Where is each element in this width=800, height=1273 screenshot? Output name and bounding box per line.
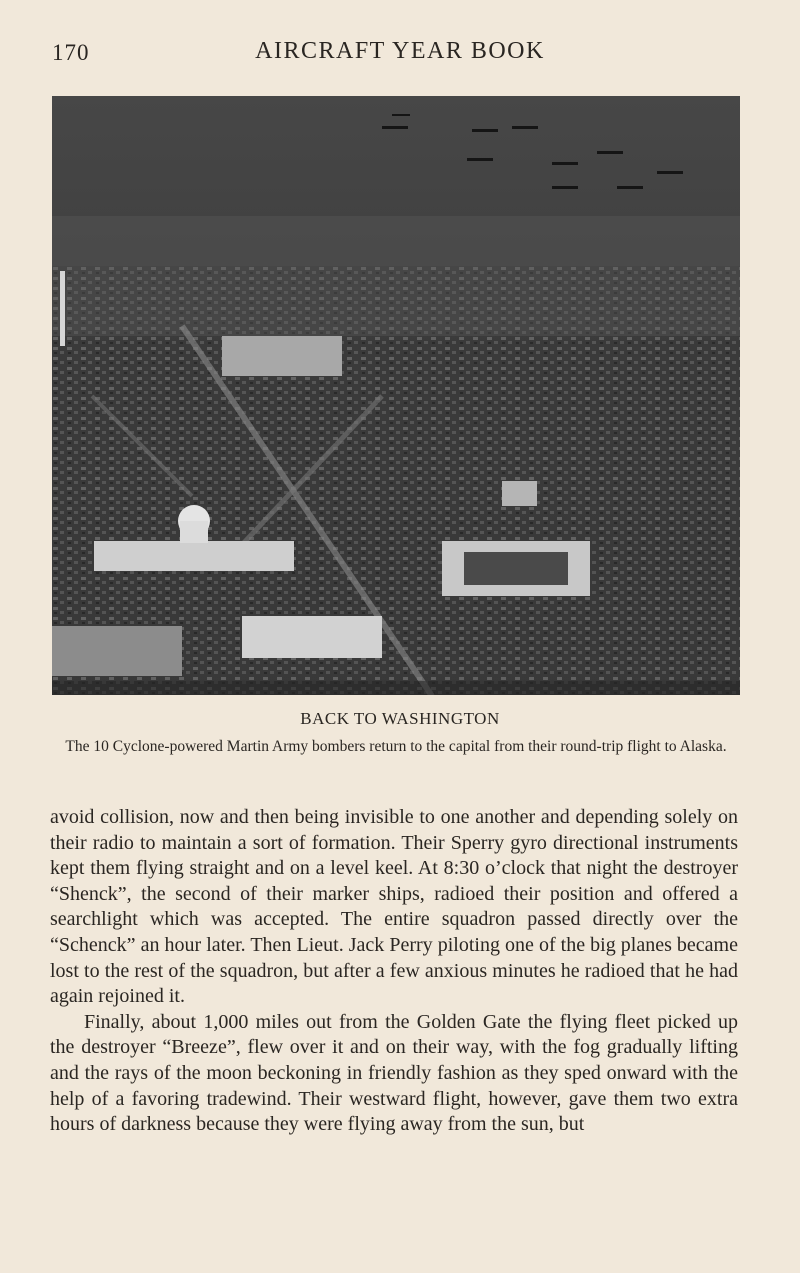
- page-number: 170: [52, 40, 90, 65]
- paragraph: Finally, about 1,000 miles out from the Golden Gate the flying fleet picked up the destroyer “Breeze”, flew over it and on their way, with the fog gradually lifting and the rays of the moon beckoning in friendly fashion as they sped onward with the help of a favoring tradewind. Their westward flight, however, gave them two extra hours of darkness because they were flying away from the sun, but: [50, 1010, 738, 1136]
- running-head: AIRCRAFT YEAR BOOK: [255, 38, 545, 64]
- photo-image: [52, 96, 740, 695]
- body-text: [50, 805, 738, 1138]
- paragraph: avoid collision, now and then being invisible to one another and depending solely on their radio to maintain a sort of formation. Their Sperry gyro directional instruments kept them flying straight and on a level keel. At 8:30 o’clock that night the destroyer “Shenck”, the second of their marker ships, radioed their position and offered a searchlight which was accepted. The entire squadron passed directly over the “Schenck” an hour later. Then Lieut. Jack Perry piloting one of the big planes became lost to the rest of the squadron, but after a few anxious minutes he radioed that he had again rejoined it.: [50, 806, 738, 1008]
- figure-caption-title: BACK TO WASHINGTON: [300, 709, 500, 728]
- aerial-photograph-washington: [52, 96, 740, 695]
- figure-caption-text: The 10 Cyclone-powered Martin Army bombers return to the capital from their round-trip flight to Alaska.: [65, 738, 727, 755]
